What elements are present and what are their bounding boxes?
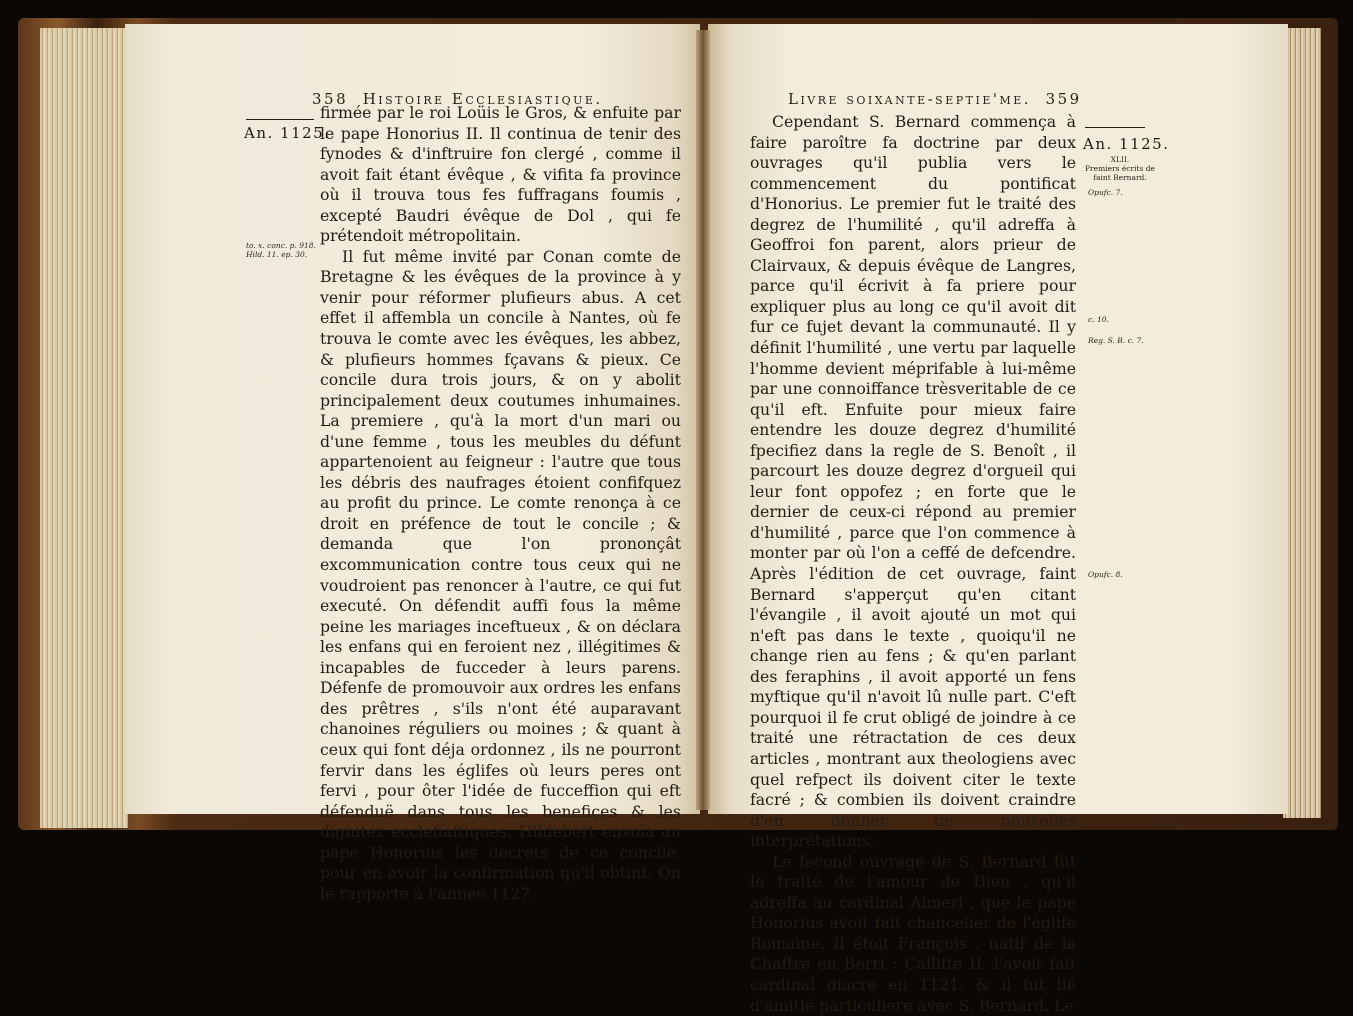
margin-note: Opufc. 7. [1088, 188, 1123, 197]
page-edges-left [40, 28, 128, 828]
paragraph: Il fut même invité par Conan comte de Bretagne & les évêques de la province à y venir pour réformer plufieurs abus. A cet effet il affembla un concile à Nantes, où fe trouva le comte avec les évêques, les abbez, & plufieurs hommes fçavans & pieux. Ce concile dura trois jours, & on y abolit principalement deux coutumes inhumaines. La premiere , qu'à la mort d'un mari ou d'une femme , tous les meubles du défunt appartenoient au feigneur : l'autre que tous les débris des naufrages étoient confifquez au profit du prince. Le comte renonça à ce droit en préfence de tout le concile ; & demanda que l'on prononçât excommunication contre tous ceux qui ne voudroient pas renoncer à l'autre, ce qui fut executé. On défendit auffi fous la même peine les mariages inceftueux , & on déclara les enfans qui en feroient nez , illégitimes & incapables de fucceder à leurs parens. Défenfe de promouvoir aux ordres les enfans des prêtres , s'ils n'ont été auparavant chanoines réguliers ou moines ; & quant à ceux qui font déja ordonnez , ils ne pourront fervir dans les églifes où leurs peres ont fervi , pour ôter l'idée de fucceffion qui eft défenduë dans tous les benefices & les dignitez ecclefiaftiques. Hildebert envoïa au pape Honorius les decrets de ce concile, pour en avoir la confirmation qu'il obtint. On le rapporte à l'année 1127. [320, 246, 681, 903]
page-edges-right [1283, 28, 1321, 818]
right-running-head: Livre soixante-septie'me. [788, 90, 1032, 108]
left-running-head: Histoire Ecclesiastique. [362, 90, 603, 108]
section-title: Premiers écrits de faint Bernard. [1085, 164, 1155, 182]
left-continuation-rule [246, 119, 314, 120]
margin-note: c. 10. [1088, 315, 1109, 324]
margin-note: to. x. conc. p. 918. [246, 241, 316, 250]
paragraph: Le fecond ouvrage de S. Bernard fut le traité de l'amour de Dieu , qu'il adreffa au cardinal Aimeri , que le pape Honorius avoit fait chancelier de l'églife Romaine. Il étoit François , natif de la Chaftre en Berri : Callifte II. l'avoit fait cardinal diacre en 1121. & il fut lié d'amitié particuliere avec S. Bernard. Le [750, 851, 1076, 1015]
left-page-number: 358 [312, 90, 349, 108]
right-continuation-rule [1085, 127, 1145, 128]
right-page-number: 359 [1045, 90, 1082, 108]
margin-note: Reg. S. B. c. 7. [1088, 336, 1144, 345]
left-year-label: An. 1125. [244, 124, 331, 142]
left-body-text [320, 103, 681, 904]
book-gutter [696, 30, 710, 810]
paragraph: Cependant S. Bernard commença à faire paroître fa doctrine par deux ouvrages qu'il publia vers le commencement du pontificat d'Honorius. Le premier fut le traité des degrez de l'humilité , qu'il adreffa à Geoffroi fon parent, alors prieur de Clairvaux, & depuis évêque de Langres, parce qu'il écrivit à fa priere pour expliquer plus au long ce qu'il avoit dit fur ce fujet devant la communauté. Il y définit l'humilité , une vertu par laquelle l'homme devient méprifable à lui-même par une connoiffance trèsveritable de ce qu'il eft. Enfuite pour mieux faire entendre les douze degrez d'humilité fpecifiez dans la regle de S. Benoît , il parcourt les douze degrez d'orgueil qui leur font oppofez ; en forte que le dernier de ceux-ci répond au premier d'humilité , parce que l'on commence à monter par où l'on a ceffé de defcendre. Après l'édition de cet ouvrage, faint Bernard s'apperçut qu'en citant l'évangile , il avoit ajouté un mot qui n'eft pas dans le texte , quoiqu'il ne change rien au fens ; & qu'en parlant des feraphins , il avoit apporté un fens myftique qu'il n'avoit lû nulle part. C'eft pourquoi il fe crut obligé de joindre à ce traité une rétractation de ces deux articles , montrant aux theologiens avec quel refpect ils doivent citer le texte facré ; & combien ils doivent craindre d'en donner de nouvelles interprétations. [750, 112, 1076, 851]
section-number: XLII. [1110, 155, 1130, 164]
right-body-text [750, 112, 1076, 1016]
right-margin-heading [1082, 155, 1158, 182]
right-year-label: An. 1125. [1083, 135, 1170, 153]
margin-note: Opufc. 8. [1088, 570, 1123, 579]
paragraph: firmée par le roi Loüis le Gros, & enfuite par le pape Honorius II. Il continua de tenir des fynodes & d'inftruire fon clergé , comme il avoit fait étant évêque , & vifita fa province où il trouva tous fes fuffragans foumis , excepté Baudri évêque de Dol , qui fe prétendoit métropolitain. [320, 103, 681, 246]
margin-note: Hild. 11. ep. 30. [246, 250, 308, 259]
right-page-header [788, 90, 1082, 108]
left-margin-notes [246, 241, 316, 259]
